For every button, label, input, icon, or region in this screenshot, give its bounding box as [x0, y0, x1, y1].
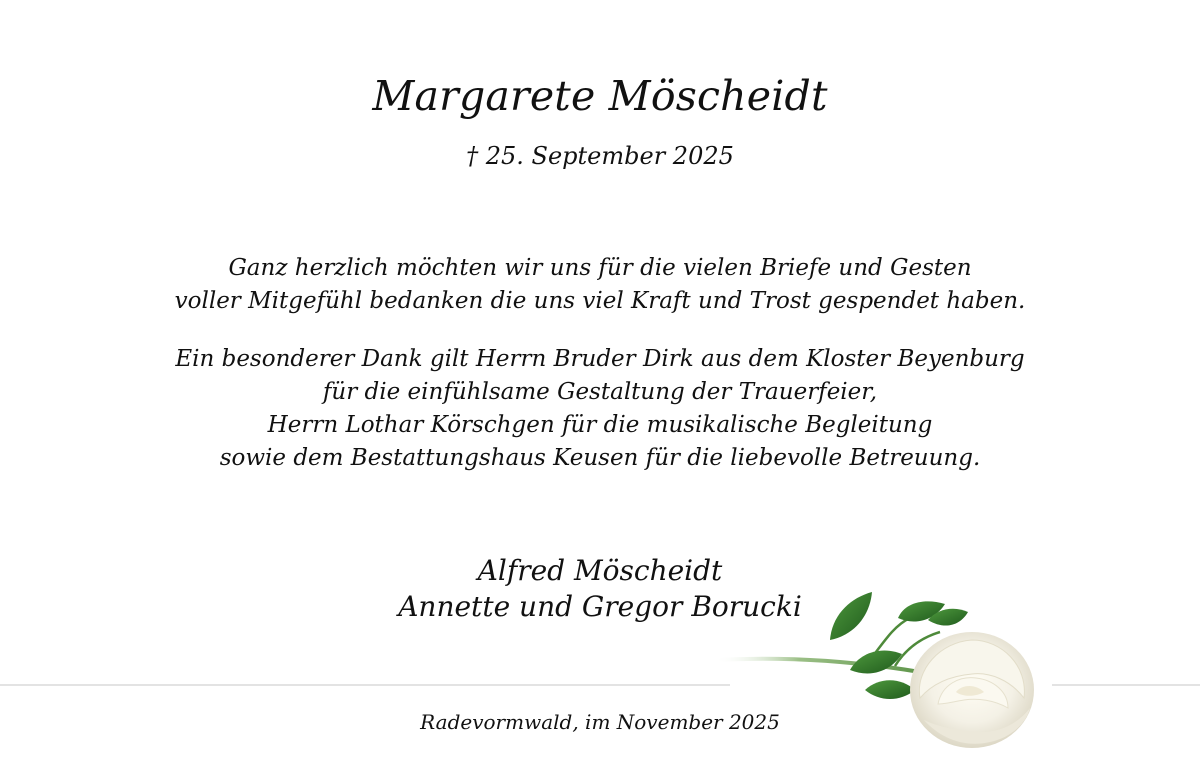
signer-name: Alfred Möscheidt	[477, 554, 723, 587]
divider-line	[0, 684, 730, 686]
special-thanks-line: Herrn Lothar Körschgen für die musikalische Begleitung	[267, 412, 933, 438]
special-thanks-paragraph	[0, 343, 1200, 475]
special-thanks-line: sowie dem Bestattungshaus Keusen für die liebevolle Betreuung.	[219, 445, 981, 471]
white-rose-image	[710, 580, 1050, 766]
thanks-line: Ganz herzlich möchten wir uns für die vielen Briefe und Gesten	[228, 255, 972, 281]
thanks-line: voller Mitgefühl bedanken die uns viel Kraft und Trost gespendet haben.	[174, 288, 1026, 314]
special-thanks-line: für die einfühlsame Gestaltung der Trauerfeier,	[322, 379, 878, 405]
special-thanks-line: Ein besonderer Dank gilt Herrn Bruder Dirk aus dem Kloster Beyenburg	[175, 346, 1025, 372]
place-and-date: Radevormwald, im November 2025	[420, 710, 780, 734]
thanks-paragraph	[0, 252, 1200, 318]
death-date: † 25. September 2025	[466, 142, 734, 170]
deceased-name: Margarete Möscheidt	[372, 72, 828, 120]
divider-line	[1052, 684, 1200, 686]
signer-name: Annette und Gregor Borucki	[398, 590, 802, 623]
